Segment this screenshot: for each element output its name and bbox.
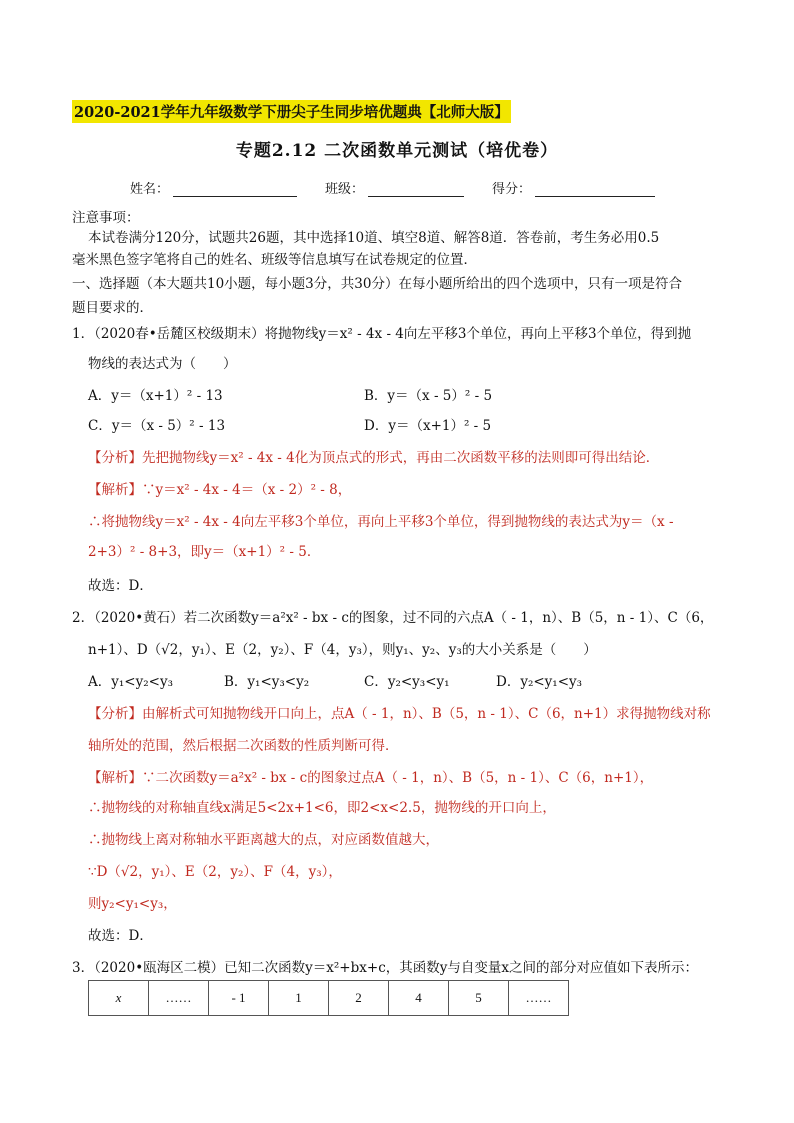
notes-heading: 注意事项： (72, 210, 140, 226)
table-cell: …… (149, 981, 209, 1016)
solution-tag: 【解析】 (88, 482, 142, 498)
analysis-line (88, 446, 659, 466)
notes-line: 本试卷满分120分，试题共26题，其中选择10道、填空8道、解答8道．答卷前，考生务必用0.5 (88, 230, 660, 246)
table-cell: - 1 (209, 981, 269, 1016)
score-label: 得分： (492, 182, 532, 197)
table-cell: …… (509, 981, 569, 1016)
solution-line: ∵D（√2，y₁）、E（2，y₂）、F（4，y₃）， (88, 864, 342, 880)
option-d: D．y＝（x+1）² - 5 (364, 418, 492, 434)
option-b: B．y₁<y₃<y₂ (224, 674, 310, 690)
solution-tag: 【解析】 (88, 770, 142, 786)
table-row (89, 981, 569, 1016)
analysis-line (88, 702, 711, 722)
info-fields (130, 178, 683, 197)
solution-line (88, 766, 653, 786)
section-heading: 一、选择题（本大题共10小题，每小题3分，共30分）在每小题所给出的四个选项中，只有一项是符合 (72, 276, 682, 292)
question-stem: n+1）、D（√2，y₁）、E（2，y₂）、F（4，y₃），则y₁、y₂、y₃的大小关系是（ ） (88, 642, 597, 658)
option-c: C．y＝（x - 5）² - 13 (88, 418, 226, 434)
value-table (88, 980, 569, 1016)
option-b: B．y＝（x - 5）² - 5 (364, 388, 493, 404)
question-stem: 3．（2020•瓯海区二模）已知二次函数y＝x²+bx+c，其函数y与自变量x之间的部分对应值如下表所示： (72, 960, 698, 976)
option-d: D．y₂<y₁<y₃ (496, 674, 583, 690)
name-label: 姓名： (130, 182, 170, 197)
question-stem: 物线的表达式为（ ） (88, 356, 237, 372)
name-field[interactable] (130, 178, 297, 197)
solution-line (88, 478, 351, 498)
option-a: A．y＝（x+1）² - 13 (88, 388, 223, 404)
answer-line: 故选：D． (88, 928, 153, 944)
series-banner: 2020-2021学年九年级数学下册尖子生同步培优题典【北师大版】 (72, 100, 511, 123)
solution-line: ∴抛物线上离对称轴水平距离越大的点，对应函数值越大， (88, 832, 439, 848)
table-cell: 5 (449, 981, 509, 1016)
analysis-text: 先把抛物线y＝x² - 4x - 4化为顶点式的形式，再由二次函数平移的法则即可得出结论． (142, 450, 660, 466)
table-cell: x (89, 981, 149, 1016)
score-field[interactable] (492, 178, 655, 197)
table-cell: 4 (389, 981, 449, 1016)
class-label: 班级： (325, 182, 365, 197)
solution-line: ∴将抛物线y＝x² - 4x - 4向左平移3个单位，再向上平移3个单位，得到抛物线的表达式为y＝（x - (88, 514, 674, 530)
class-field[interactable] (325, 178, 464, 197)
question-stem: 2．（2020•黄石）若二次函数y＝a²x² - bx - c的图象，过不同的六点A（ - 1，n）、B（5，n - 1）、C（6， (72, 610, 714, 626)
page-title: 专题2.12 二次函数单元测试（培优卷） (235, 141, 559, 161)
analysis-text: 由解析式可知抛物线开口向上，点A（ - 1，n）、B（5，n - 1）、C（6，n+1）求得抛物线对称 (142, 706, 711, 722)
option-c: C．y₂<y₃<y₁ (364, 674, 450, 690)
analysis-line: 轴所处的范围，然后根据二次函数的性质判断可得． (88, 738, 399, 754)
solution-text: ∵二次函数y＝a²x² - bx - c的图象过点A（ - 1，n）、B（5，n - 1）、C（6，n+1）， (142, 770, 654, 786)
analysis-tag: 【分析】 (88, 706, 142, 722)
question-stem: 1．（2020春•岳麓区校级期末）将抛物线y＝x² - 4x - 4向左平移3个单位，再向上平移3个单位，得到抛 (72, 326, 692, 342)
section-heading: 题目要求的． (72, 300, 153, 316)
analysis-tag: 【分析】 (88, 450, 142, 466)
notes-line: 毫米黑色签字笔将自己的姓名、班级等信息填写在试卷规定的位置． (72, 252, 477, 268)
table-cell: 2 (329, 981, 389, 1016)
solution-line: ∴抛物线的对称轴直线x满足5<2x+1<6，即2<x<2.5，抛物线的开口向上， (88, 800, 556, 816)
option-a: A．y₁<y₂<y₃ (88, 674, 173, 690)
solution-text: ∵y＝x² - 4x - 4＝（x - 2）² - 8， (142, 482, 352, 498)
table-cell: 1 (269, 981, 329, 1016)
answer-line: 故选：D． (88, 578, 153, 594)
solution-line: 则y₂<y₁<y₃， (88, 896, 177, 912)
solution-line: 2+3）² - 8+3，即y＝（x+1）² - 5． (88, 544, 321, 560)
